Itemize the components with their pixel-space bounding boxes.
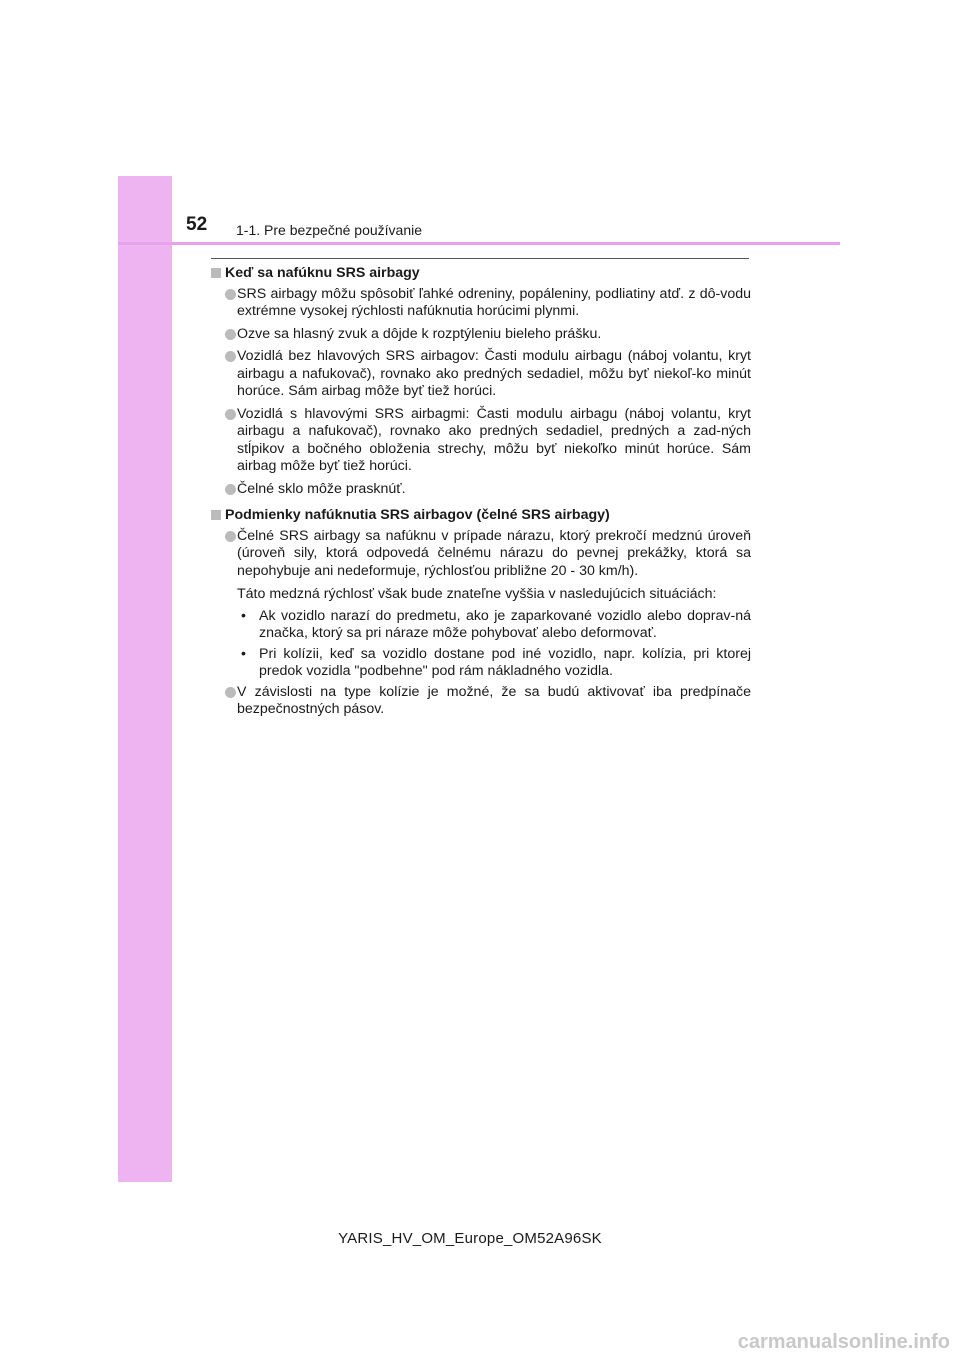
sub-list-item — [211, 608, 751, 643]
square-bullet-icon — [211, 510, 221, 520]
heading-text: Podmienky nafúknutia SRS airbagov (čelné SRS airbagy) — [225, 507, 610, 523]
footer-text: YARIS_HV_OM_Europe_OM52A96SK — [338, 1230, 602, 1247]
circle-bullet-icon — [225, 687, 236, 698]
list-item — [211, 406, 751, 476]
page-content — [211, 265, 751, 724]
sidebar-tab — [118, 176, 172, 1182]
footer-document-code — [0, 1230, 960, 1247]
circle-bullet-icon — [225, 484, 236, 495]
circle-bullet-icon — [225, 351, 236, 362]
sub-list-item-text: Pri kolízii, keď sa vozidlo dostane pod iné vozidlo, napr. kolízia, pri ktorej predok vozidla "podbehne" pod rám nákladného vozidla. — [259, 645, 751, 679]
dot-bullet: • — [241, 645, 246, 662]
list-item-text: Ozve sa hlasný zvuk a dôjde k rozptýleniu bieleho prášku. — [237, 325, 602, 342]
list-item — [211, 348, 751, 401]
list-item-text: Čelné SRS airbagy sa nafúknu v prípade nárazu, ktorý prekročí medznú úroveň (úroveň sily, ktorá odpovedá čelnému nárazu do pevnej prekážky, ktorá sa nepohybuje ani nedeformuje, rýchlosťou približne 20 - 30 km/h). — [237, 527, 751, 579]
list-item — [211, 481, 751, 499]
list-item-text: Vozidlá bez hlavových SRS airbagov: Časti modulu airbagu (náboj volantu, kryt airbagu a nafukovač), rovnako ako predných sedadiel, môžu byť niekoľ-ko minút horúce. Sám airbag môže byť tiež horúci. — [237, 348, 751, 399]
list-item — [211, 326, 751, 344]
sub-list-item-text: Ak vozidlo narazí do predmetu, ako je zaparkované vozidlo alebo doprav-ná značka, ktorý sa pri náraze môže pohybovať alebo deformovať. — [259, 607, 751, 641]
list-item-text: SRS airbagy môžu spôsobiť ľahké odreniny, popáleniny, podliatiny atď. z dô-vodu extrémne vysokej rýchlosti nafúknutia horúcimi plynmi. — [237, 285, 751, 319]
list-item — [211, 528, 751, 581]
watermark: carmanualsonline.info — [737, 1331, 950, 1353]
list-item — [211, 286, 751, 321]
circle-bullet-icon — [225, 329, 236, 340]
list-item-text: Čelné sklo môže prasknúť. — [237, 480, 406, 497]
circle-bullet-icon — [225, 531, 236, 542]
section-heading — [211, 507, 751, 525]
header-rule — [118, 242, 840, 245]
list-item-text: Vozidlá s hlavovými SRS airbagmi: Časti modulu airbagu (náboj volantu, kryt airbagu a nafukovač), rovnako ako predných sedadiel, predných a zad-ných stĺpikov a bočného obloženia strechy, môžu byť niekoľko minút horúce. Sám airbag môže byť tiež horúci. — [237, 405, 751, 474]
list-item-text: V závislosti na type kolízie je možné, že sa budú aktivovať iba predpínače bezpečnostných pásov. — [237, 683, 751, 717]
circle-bullet-icon — [225, 289, 236, 300]
sub-list-item — [211, 646, 751, 681]
list-item — [211, 684, 751, 719]
dot-bullet: • — [241, 607, 246, 624]
section-title: 1-1. Pre bezpečné používanie — [236, 222, 423, 238]
heading-text: Keď sa nafúknu SRS airbagy — [225, 265, 420, 281]
square-bullet-icon — [211, 268, 221, 278]
section-heading — [211, 265, 751, 283]
content-rule — [211, 258, 749, 259]
page-number: 52 — [186, 214, 208, 235]
paragraph: Táto medzná rýchlosť však bude znateľne vyššia v nasledujúcich situáciách: — [237, 586, 717, 602]
circle-bullet-icon — [225, 409, 236, 420]
